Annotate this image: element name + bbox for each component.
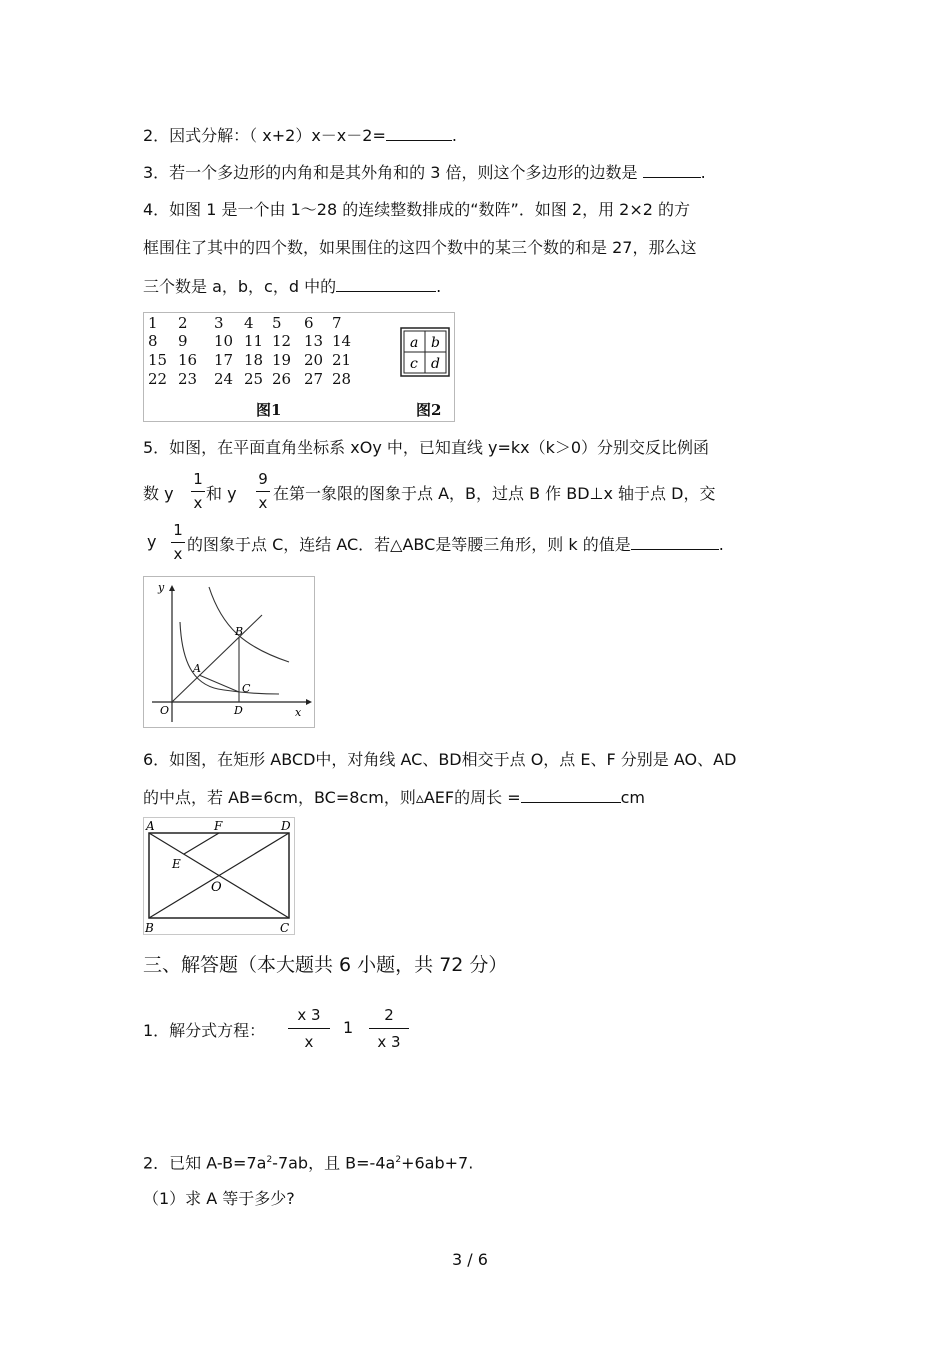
label-o: O [211, 880, 222, 895]
grid-cell: 13 [304, 332, 324, 350]
grid-cell: 28 [332, 370, 352, 388]
grid-cell: 19 [272, 351, 292, 369]
question-2 [143, 124, 457, 147]
figure-2-caption: 图2 [416, 401, 442, 419]
grid-cell: 20 [304, 351, 324, 369]
answer-blank [336, 275, 436, 292]
label-e: E [172, 857, 181, 871]
grid-cell: 24 [214, 370, 234, 388]
fraction-bar [171, 542, 185, 543]
fraction-bar [256, 491, 270, 492]
box-label-d: d [431, 356, 440, 372]
question-5-text: 的图象于点 C，连结 AC．若△ABC是等腰三角形，则 k 的值是 [187, 535, 631, 554]
section-3-title: 三、解答题（本大题共 6 小题，共 72 分） [143, 954, 508, 976]
page-number: 3 / 6 [452, 1250, 488, 1269]
label-f: F [214, 819, 223, 833]
grid-cell: 10 [214, 332, 234, 350]
question-5-line-2b: 和 y [206, 484, 237, 503]
grid-cell: 6 [304, 314, 314, 332]
figure-2-box [400, 327, 450, 377]
question-5-line-1: 5．如图，在平面直角坐标系 xOy 中，已知直线 y=kx（k＞0）分别交反比例函 [143, 438, 710, 457]
figure-6 [143, 817, 295, 935]
question-6-line-2 [143, 786, 645, 809]
fraction-bar [369, 1028, 409, 1029]
problem-1-label: 1．解分式方程： [143, 1021, 266, 1040]
superscript: 2 [395, 1155, 402, 1165]
label-c: C [280, 921, 290, 934]
answer-blank [521, 786, 621, 803]
problem-2 [143, 1149, 473, 1174]
grid-cell: 27 [304, 370, 324, 388]
grid-cell: 25 [244, 370, 264, 388]
label-b: B [235, 625, 244, 638]
rhs-numerator: 2 [384, 1006, 394, 1024]
label-d: D [234, 704, 243, 717]
label-c: C [242, 682, 251, 695]
period: . [718, 535, 724, 554]
fraction-bar [288, 1028, 330, 1029]
equals-one: 1 [343, 1018, 354, 1037]
question-2-text: 2．因式分解：（ x+2）x－x－2= [143, 126, 386, 145]
grid-cell: 21 [332, 351, 352, 369]
question-5-line-2c: 在第一象限的图象于点 A，B，过点 B 作 BD⊥x 轴于点 D，交 [273, 484, 716, 503]
figure-1-2 [143, 312, 455, 422]
question-3 [143, 161, 706, 184]
grid-cell: 14 [332, 332, 352, 350]
curve-y-1-over-x [180, 622, 279, 694]
figure-1-caption: 图1 [256, 401, 282, 419]
lhs-denominator: x [304, 1033, 314, 1051]
label-b: B [145, 921, 154, 934]
rectangle-diagram [144, 818, 294, 934]
grid-cell: 3 [214, 314, 224, 332]
grid-cell: 11 [244, 332, 264, 350]
x-axis-arrow [306, 699, 312, 705]
label-d: D [281, 819, 291, 833]
figure-5 [143, 576, 315, 728]
unit-cm: cm [620, 788, 645, 807]
period: . [700, 163, 706, 182]
fraction-2-denominator: x [258, 494, 268, 512]
answer-blank [643, 161, 701, 178]
grid-cell: 23 [178, 370, 198, 388]
label-a: A [146, 819, 155, 833]
fraction-3-denominator: x [173, 545, 183, 563]
fraction-3-numerator: 1 [173, 521, 183, 539]
box-label-b: b [431, 335, 440, 351]
box-label-a: a [410, 335, 419, 351]
grid-cell: 8 [148, 332, 158, 350]
grid-cell: 18 [244, 351, 264, 369]
question-4-line-2: 框围住了其中的四个数，如果围住的这四个数中的某三个数的和是 27，那么这 [143, 238, 697, 257]
grid-cell: 4 [244, 314, 254, 332]
grid-cell: 26 [272, 370, 292, 388]
grid-cell: 1 [148, 314, 158, 332]
fraction-2-numerator: 9 [258, 470, 268, 488]
superscript: 2 [266, 1155, 273, 1165]
box-label-c: c [410, 356, 418, 372]
grid-cell: 12 [272, 332, 292, 350]
lhs-numerator: x 3 [297, 1006, 321, 1024]
grid-cell: 2 [178, 314, 188, 332]
grid-cell: 5 [272, 314, 282, 332]
period: . [451, 126, 457, 145]
grid-cell: 9 [178, 332, 188, 350]
question-5-line-3 [187, 532, 724, 555]
y-axis-arrow [169, 585, 175, 591]
grid-cell: 16 [178, 351, 198, 369]
grid-cell: 22 [148, 370, 168, 388]
question-5-line-3a: y [147, 532, 157, 551]
coordinate-graph [144, 577, 314, 727]
question-4-text: 三个数是 a，b，c，d 中的 [143, 277, 337, 296]
question-5-line-2a: 数 y [143, 484, 174, 503]
label-a: A [193, 662, 201, 675]
question-4-line-1: 4．如图 1 是一个由 1～28 的连续整数排成的“数阵”．如图 2，用 2×2 的方 [143, 200, 691, 219]
fraction-1-numerator: 1 [193, 470, 203, 488]
rhs-denominator: x 3 [377, 1033, 401, 1051]
label-y: y [158, 581, 165, 594]
answer-blank [386, 124, 452, 141]
problem-2-text-a: 2．已知 A-B=7a [143, 1153, 267, 1173]
question-3-text: 3．若一个多边形的内角和是其外角和的 3 倍，则这个多边形的边数是 [143, 163, 643, 182]
fraction-bar [191, 491, 205, 492]
fraction-1-denominator: x [193, 494, 203, 512]
period: . [436, 277, 442, 296]
label-x: x [295, 706, 302, 719]
segment-ef [184, 833, 219, 854]
question-6-line-1: 6．如图，在矩形 ABCD中，对角线 AC、BD相交于点 O，点 E、F 分别是 AO、AD [143, 750, 737, 769]
answer-blank [631, 533, 719, 550]
problem-2-text-c: +6ab+7. [401, 1153, 474, 1173]
grid-cell: 15 [148, 351, 168, 369]
question-6-text: 的中点，若 AB=6cm，BC=8cm，则▵AEF的周长 = [143, 788, 521, 807]
question-4-line-3 [143, 275, 441, 298]
grid-cell: 7 [332, 314, 342, 332]
curve-y-9-over-x [209, 587, 289, 662]
problem-2-text-b: -7ab，且 B=-4a [272, 1153, 396, 1173]
grid-cell: 17 [214, 351, 234, 369]
label-o: O [160, 704, 170, 717]
problem-2-sub-1: （1）求 A 等于多少? [143, 1189, 295, 1208]
